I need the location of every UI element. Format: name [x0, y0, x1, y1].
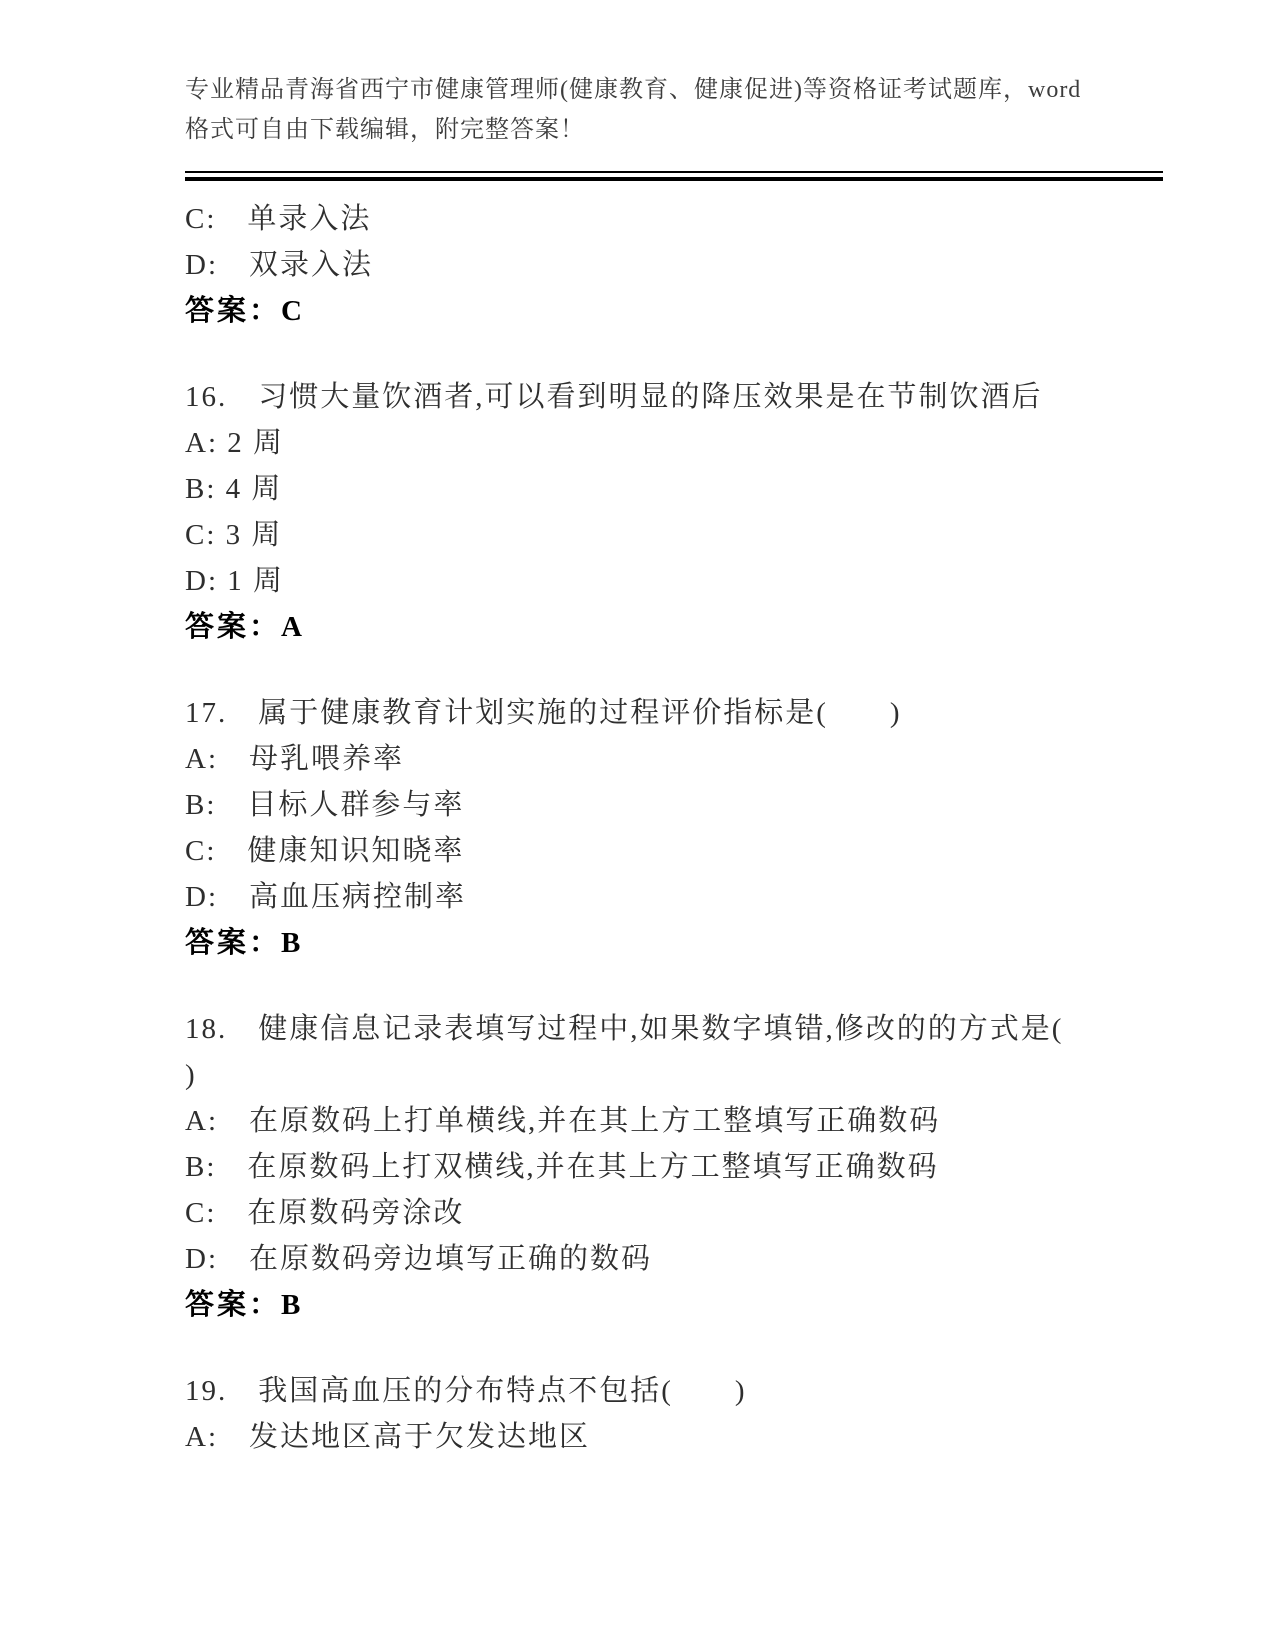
- question-stem-wrap: ): [185, 1059, 197, 1091]
- question-block-19: [185, 1368, 1163, 1460]
- option-line-c: C: 单录入法: [185, 203, 372, 235]
- question-block-15-continuation: [185, 196, 1163, 334]
- question-stem: 17. 属于健康教育计划实施的过程评价指标是( ): [185, 697, 902, 729]
- option-line-b: B: 目标人群参与率: [185, 789, 465, 821]
- answer-line: 答案：C: [185, 295, 305, 327]
- question-block-17: [185, 690, 1163, 966]
- option-line-d: D: 在原数码旁边填写正确的数码: [185, 1243, 653, 1275]
- option-line-a: A: 发达地区高于欠发达地区: [185, 1421, 591, 1453]
- option-line-a: A: 2 周: [185, 427, 285, 459]
- header-text-line-1: 专业精品青海省西宁市健康管理师(健康教育、健康促进)等资格证考试题库，word: [185, 77, 1082, 103]
- question-block-16: [185, 374, 1163, 650]
- header-text-line-2: 格式可自由下载编辑，附完整答案！: [185, 117, 585, 143]
- option-line-c: C: 健康知识知晓率: [185, 835, 465, 867]
- option-line-c: C: 在原数码旁涂改: [185, 1197, 465, 1229]
- document-body: [185, 196, 1163, 1460]
- option-line-b: B: 在原数码上打双横线,并在其上方工整填写正确数码: [185, 1151, 939, 1183]
- answer-line: 答案：B: [185, 927, 304, 959]
- option-line-a: A: 在原数码上打单横线,并在其上方工整填写正确数码: [185, 1105, 941, 1137]
- option-line-b: B: 4 周: [185, 473, 283, 505]
- header-rule: [185, 171, 1163, 181]
- answer-line: 答案：B: [185, 1289, 304, 1321]
- question-block-18: [185, 1006, 1163, 1328]
- document-header: [185, 70, 1163, 181]
- option-line-d: D: 1 周: [185, 565, 285, 597]
- question-stem: 19. 我国高血压的分布特点不包括( ): [185, 1375, 747, 1407]
- option-line-c: C: 3 周: [185, 519, 283, 551]
- question-stem: 16. 习惯大量饮酒者,可以看到明显的降压效果是在节制饮酒后: [185, 381, 1043, 413]
- question-stem: 18. 健康信息记录表填写过程中,如果数字填错,修改的的方式是(: [185, 1013, 1064, 1045]
- option-line-a: A: 母乳喂养率: [185, 743, 405, 775]
- option-line-d: D: 双录入法: [185, 249, 374, 281]
- answer-line: 答案：A: [185, 611, 305, 643]
- option-line-d: D: 高血压病控制率: [185, 881, 467, 913]
